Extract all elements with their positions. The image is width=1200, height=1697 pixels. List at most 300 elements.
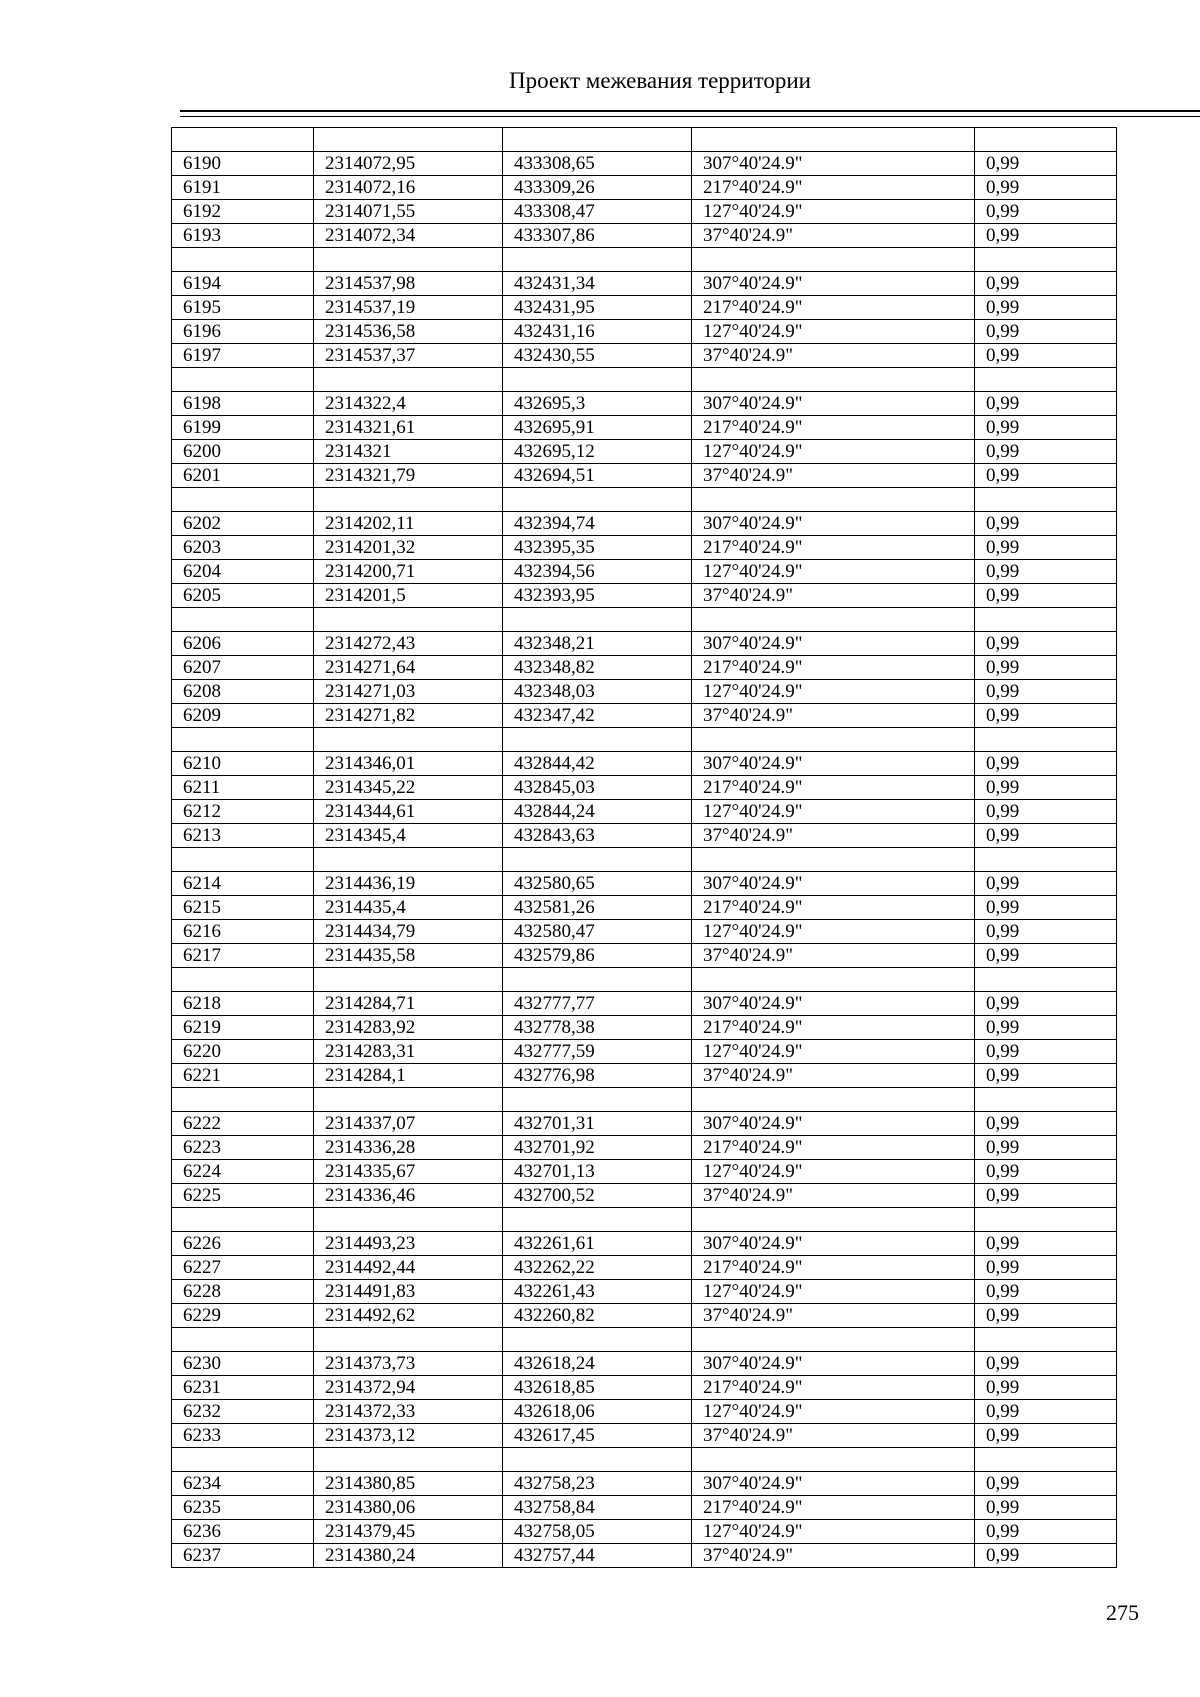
direction-angle-cell: 217°40'24.9" bbox=[692, 176, 975, 200]
point-number-cell: 6210 bbox=[172, 752, 314, 776]
y-coordinate-cell: 432579,86 bbox=[503, 944, 692, 968]
point-number-cell: 6204 bbox=[172, 560, 314, 584]
y-coordinate-cell: 432261,61 bbox=[503, 1232, 692, 1256]
x-coordinate-cell: 2314372,94 bbox=[314, 1376, 503, 1400]
y-coordinate-cell: 432701,13 bbox=[503, 1160, 692, 1184]
separator-row bbox=[172, 488, 1117, 512]
table-row bbox=[172, 824, 1117, 848]
y-coordinate-cell: 432758,84 bbox=[503, 1496, 692, 1520]
empty-cell bbox=[172, 1208, 314, 1232]
x-coordinate-cell: 2314322,4 bbox=[314, 392, 503, 416]
point-number-cell: 6203 bbox=[172, 536, 314, 560]
distance-cell: 0,99 bbox=[975, 1184, 1117, 1208]
point-number-cell: 6206 bbox=[172, 632, 314, 656]
distance-cell: 0,99 bbox=[975, 1040, 1117, 1064]
point-number-cell: 6216 bbox=[172, 920, 314, 944]
separator-row bbox=[172, 608, 1117, 632]
y-coordinate-cell: 432618,85 bbox=[503, 1376, 692, 1400]
separator-row bbox=[172, 1208, 1117, 1232]
y-coordinate-cell: 432395,35 bbox=[503, 536, 692, 560]
coordinates-table-body bbox=[172, 128, 1117, 1568]
empty-cell bbox=[172, 1328, 314, 1352]
empty-cell bbox=[503, 1448, 692, 1472]
empty-cell bbox=[975, 368, 1117, 392]
separator-row bbox=[172, 848, 1117, 872]
empty-cell bbox=[503, 1208, 692, 1232]
point-number-cell: 6200 bbox=[172, 440, 314, 464]
empty-cell bbox=[172, 368, 314, 392]
direction-angle-cell: 217°40'24.9" bbox=[692, 536, 975, 560]
distance-cell: 0,99 bbox=[975, 1064, 1117, 1088]
empty-cell bbox=[172, 848, 314, 872]
point-number-cell: 6224 bbox=[172, 1160, 314, 1184]
empty-cell bbox=[975, 128, 1117, 152]
empty-cell bbox=[314, 1088, 503, 1112]
x-coordinate-cell: 2314380,06 bbox=[314, 1496, 503, 1520]
direction-angle-cell: 37°40'24.9" bbox=[692, 704, 975, 728]
table-row bbox=[172, 944, 1117, 968]
x-coordinate-cell: 2314071,55 bbox=[314, 200, 503, 224]
distance-cell: 0,99 bbox=[975, 200, 1117, 224]
direction-angle-cell: 307°40'24.9" bbox=[692, 152, 975, 176]
direction-angle-cell: 127°40'24.9" bbox=[692, 800, 975, 824]
point-number-cell: 6234 bbox=[172, 1472, 314, 1496]
table-row bbox=[172, 344, 1117, 368]
empty-cell bbox=[503, 1328, 692, 1352]
direction-angle-cell: 127°40'24.9" bbox=[692, 1400, 975, 1424]
direction-angle-cell: 307°40'24.9" bbox=[692, 272, 975, 296]
y-coordinate-cell: 432695,91 bbox=[503, 416, 692, 440]
y-coordinate-cell: 432348,21 bbox=[503, 632, 692, 656]
y-coordinate-cell: 432844,24 bbox=[503, 800, 692, 824]
empty-cell bbox=[692, 1448, 975, 1472]
distance-cell: 0,99 bbox=[975, 440, 1117, 464]
x-coordinate-cell: 2314321,79 bbox=[314, 464, 503, 488]
x-coordinate-cell: 2314072,34 bbox=[314, 224, 503, 248]
distance-cell: 0,99 bbox=[975, 416, 1117, 440]
table-row bbox=[172, 224, 1117, 248]
separator-row bbox=[172, 968, 1117, 992]
direction-angle-cell: 307°40'24.9" bbox=[692, 512, 975, 536]
direction-angle-cell: 37°40'24.9" bbox=[692, 464, 975, 488]
y-coordinate-cell: 432431,16 bbox=[503, 320, 692, 344]
table-row bbox=[172, 272, 1117, 296]
empty-cell bbox=[172, 248, 314, 272]
table-row bbox=[172, 1424, 1117, 1448]
table-row bbox=[172, 896, 1117, 920]
distance-cell: 0,99 bbox=[975, 1424, 1117, 1448]
y-coordinate-cell: 432580,65 bbox=[503, 872, 692, 896]
empty-cell bbox=[172, 608, 314, 632]
empty-cell bbox=[503, 728, 692, 752]
direction-angle-cell: 127°40'24.9" bbox=[692, 1280, 975, 1304]
y-coordinate-cell: 432701,92 bbox=[503, 1136, 692, 1160]
x-coordinate-cell: 2314336,28 bbox=[314, 1136, 503, 1160]
point-number-cell: 6229 bbox=[172, 1304, 314, 1328]
point-number-cell: 6191 bbox=[172, 176, 314, 200]
distance-cell: 0,99 bbox=[975, 800, 1117, 824]
distance-cell: 0,99 bbox=[975, 896, 1117, 920]
x-coordinate-cell: 2314373,12 bbox=[314, 1424, 503, 1448]
direction-angle-cell: 307°40'24.9" bbox=[692, 1472, 975, 1496]
empty-cell bbox=[975, 608, 1117, 632]
y-coordinate-cell: 432262,22 bbox=[503, 1256, 692, 1280]
distance-cell: 0,99 bbox=[975, 152, 1117, 176]
direction-angle-cell: 217°40'24.9" bbox=[692, 1496, 975, 1520]
direction-angle-cell: 307°40'24.9" bbox=[692, 992, 975, 1016]
empty-cell bbox=[314, 608, 503, 632]
x-coordinate-cell: 2314379,45 bbox=[314, 1520, 503, 1544]
empty-cell bbox=[503, 488, 692, 512]
empty-cell bbox=[503, 608, 692, 632]
x-coordinate-cell: 2314345,22 bbox=[314, 776, 503, 800]
empty-cell bbox=[692, 248, 975, 272]
point-number-cell: 6194 bbox=[172, 272, 314, 296]
direction-angle-cell: 307°40'24.9" bbox=[692, 632, 975, 656]
distance-cell: 0,99 bbox=[975, 1544, 1117, 1568]
distance-cell: 0,99 bbox=[975, 872, 1117, 896]
point-number-cell: 6201 bbox=[172, 464, 314, 488]
point-number-cell: 6195 bbox=[172, 296, 314, 320]
point-number-cell: 6232 bbox=[172, 1400, 314, 1424]
empty-cell bbox=[692, 728, 975, 752]
direction-angle-cell: 217°40'24.9" bbox=[692, 776, 975, 800]
empty-cell bbox=[503, 1088, 692, 1112]
y-coordinate-cell: 432757,44 bbox=[503, 1544, 692, 1568]
empty-cell bbox=[503, 848, 692, 872]
point-number-cell: 6207 bbox=[172, 656, 314, 680]
x-coordinate-cell: 2314344,61 bbox=[314, 800, 503, 824]
direction-angle-cell: 127°40'24.9" bbox=[692, 1040, 975, 1064]
direction-angle-cell: 37°40'24.9" bbox=[692, 1424, 975, 1448]
point-number-cell: 6228 bbox=[172, 1280, 314, 1304]
point-number-cell: 6193 bbox=[172, 224, 314, 248]
x-coordinate-cell: 2314284,1 bbox=[314, 1064, 503, 1088]
x-coordinate-cell: 2314072,95 bbox=[314, 152, 503, 176]
y-coordinate-cell: 432758,05 bbox=[503, 1520, 692, 1544]
x-coordinate-cell: 2314537,98 bbox=[314, 272, 503, 296]
point-number-cell: 6227 bbox=[172, 1256, 314, 1280]
y-coordinate-cell: 432618,06 bbox=[503, 1400, 692, 1424]
distance-cell: 0,99 bbox=[975, 1232, 1117, 1256]
table-row bbox=[172, 1352, 1117, 1376]
distance-cell: 0,99 bbox=[975, 1136, 1117, 1160]
direction-angle-cell: 37°40'24.9" bbox=[692, 1304, 975, 1328]
table-row bbox=[172, 440, 1117, 464]
y-coordinate-cell: 432393,95 bbox=[503, 584, 692, 608]
distance-cell: 0,99 bbox=[975, 656, 1117, 680]
x-coordinate-cell: 2314491,83 bbox=[314, 1280, 503, 1304]
table-row bbox=[172, 512, 1117, 536]
table-row bbox=[172, 656, 1117, 680]
direction-angle-cell: 307°40'24.9" bbox=[692, 1352, 975, 1376]
point-number-cell: 6233 bbox=[172, 1424, 314, 1448]
direction-angle-cell: 37°40'24.9" bbox=[692, 224, 975, 248]
empty-cell bbox=[975, 968, 1117, 992]
y-coordinate-cell: 432617,45 bbox=[503, 1424, 692, 1448]
separator-row bbox=[172, 1448, 1117, 1472]
x-coordinate-cell: 2314536,58 bbox=[314, 320, 503, 344]
point-number-cell: 6196 bbox=[172, 320, 314, 344]
table-row bbox=[172, 1064, 1117, 1088]
table-row bbox=[172, 1256, 1117, 1280]
direction-angle-cell: 217°40'24.9" bbox=[692, 1016, 975, 1040]
empty-cell bbox=[692, 1208, 975, 1232]
table-row bbox=[172, 536, 1117, 560]
y-coordinate-cell: 432618,24 bbox=[503, 1352, 692, 1376]
x-coordinate-cell: 2314271,82 bbox=[314, 704, 503, 728]
distance-cell: 0,99 bbox=[975, 704, 1117, 728]
y-coordinate-cell: 432348,03 bbox=[503, 680, 692, 704]
distance-cell: 0,99 bbox=[975, 1160, 1117, 1184]
distance-cell: 0,99 bbox=[975, 1304, 1117, 1328]
empty-cell bbox=[692, 1328, 975, 1352]
table-row bbox=[172, 920, 1117, 944]
y-coordinate-cell: 432580,47 bbox=[503, 920, 692, 944]
empty-cell bbox=[975, 728, 1117, 752]
empty-cell bbox=[314, 968, 503, 992]
direction-angle-cell: 217°40'24.9" bbox=[692, 1376, 975, 1400]
x-coordinate-cell: 2314321,61 bbox=[314, 416, 503, 440]
empty-cell bbox=[975, 1208, 1117, 1232]
distance-cell: 0,99 bbox=[975, 824, 1117, 848]
x-coordinate-cell: 2314272,43 bbox=[314, 632, 503, 656]
distance-cell: 0,99 bbox=[975, 1256, 1117, 1280]
distance-cell: 0,99 bbox=[975, 1280, 1117, 1304]
distance-cell: 0,99 bbox=[975, 944, 1117, 968]
direction-angle-cell: 37°40'24.9" bbox=[692, 344, 975, 368]
x-coordinate-cell: 2314202,11 bbox=[314, 512, 503, 536]
distance-cell: 0,99 bbox=[975, 1472, 1117, 1496]
table-row bbox=[172, 680, 1117, 704]
distance-cell: 0,99 bbox=[975, 776, 1117, 800]
empty-cell bbox=[314, 1208, 503, 1232]
y-coordinate-cell: 433308,65 bbox=[503, 152, 692, 176]
distance-cell: 0,99 bbox=[975, 992, 1117, 1016]
empty-cell bbox=[975, 1448, 1117, 1472]
table-row bbox=[172, 584, 1117, 608]
direction-angle-cell: 37°40'24.9" bbox=[692, 824, 975, 848]
x-coordinate-cell: 2314345,4 bbox=[314, 824, 503, 848]
empty-cell bbox=[172, 128, 314, 152]
empty-cell bbox=[503, 968, 692, 992]
separator-row bbox=[172, 1328, 1117, 1352]
x-coordinate-cell: 2314537,19 bbox=[314, 296, 503, 320]
y-coordinate-cell: 432430,55 bbox=[503, 344, 692, 368]
distance-cell: 0,99 bbox=[975, 1520, 1117, 1544]
separator-row bbox=[172, 1088, 1117, 1112]
x-coordinate-cell: 2314072,16 bbox=[314, 176, 503, 200]
y-coordinate-cell: 433309,26 bbox=[503, 176, 692, 200]
separator-row bbox=[172, 728, 1117, 752]
coordinates-table bbox=[171, 127, 1117, 1568]
direction-angle-cell: 127°40'24.9" bbox=[692, 920, 975, 944]
direction-angle-cell: 37°40'24.9" bbox=[692, 1184, 975, 1208]
x-coordinate-cell: 2314537,37 bbox=[314, 344, 503, 368]
y-coordinate-cell: 432431,95 bbox=[503, 296, 692, 320]
point-number-cell: 6222 bbox=[172, 1112, 314, 1136]
y-coordinate-cell: 432694,51 bbox=[503, 464, 692, 488]
direction-angle-cell: 127°40'24.9" bbox=[692, 680, 975, 704]
empty-cell bbox=[503, 128, 692, 152]
separator-row bbox=[172, 368, 1117, 392]
x-coordinate-cell: 2314271,03 bbox=[314, 680, 503, 704]
y-coordinate-cell: 433308,47 bbox=[503, 200, 692, 224]
empty-cell bbox=[172, 488, 314, 512]
table-row bbox=[172, 1304, 1117, 1328]
direction-angle-cell: 127°40'24.9" bbox=[692, 1160, 975, 1184]
point-number-cell: 6205 bbox=[172, 584, 314, 608]
empty-cell bbox=[692, 128, 975, 152]
empty-cell bbox=[314, 728, 503, 752]
table-row bbox=[172, 200, 1117, 224]
direction-angle-cell: 127°40'24.9" bbox=[692, 200, 975, 224]
empty-cell bbox=[314, 1328, 503, 1352]
distance-cell: 0,99 bbox=[975, 296, 1117, 320]
table-row bbox=[172, 1376, 1117, 1400]
direction-angle-cell: 37°40'24.9" bbox=[692, 1544, 975, 1568]
table-row bbox=[172, 776, 1117, 800]
y-coordinate-cell: 432778,38 bbox=[503, 1016, 692, 1040]
distance-cell: 0,99 bbox=[975, 752, 1117, 776]
empty-cell bbox=[503, 248, 692, 272]
x-coordinate-cell: 2314283,31 bbox=[314, 1040, 503, 1064]
x-coordinate-cell: 2314335,67 bbox=[314, 1160, 503, 1184]
empty-cell bbox=[692, 488, 975, 512]
point-number-cell: 6235 bbox=[172, 1496, 314, 1520]
empty-cell bbox=[314, 1448, 503, 1472]
empty-cell bbox=[503, 368, 692, 392]
y-coordinate-cell: 432845,03 bbox=[503, 776, 692, 800]
table-row bbox=[172, 800, 1117, 824]
empty-cell bbox=[975, 1328, 1117, 1352]
y-coordinate-cell: 432777,77 bbox=[503, 992, 692, 1016]
point-number-cell: 6208 bbox=[172, 680, 314, 704]
y-coordinate-cell: 432758,23 bbox=[503, 1472, 692, 1496]
distance-cell: 0,99 bbox=[975, 176, 1117, 200]
table-row bbox=[172, 1184, 1117, 1208]
empty-cell bbox=[314, 368, 503, 392]
distance-cell: 0,99 bbox=[975, 1400, 1117, 1424]
empty-cell bbox=[692, 368, 975, 392]
table-row bbox=[172, 1232, 1117, 1256]
direction-angle-cell: 37°40'24.9" bbox=[692, 944, 975, 968]
table-row bbox=[172, 320, 1117, 344]
table-row bbox=[172, 1496, 1117, 1520]
table-row bbox=[172, 752, 1117, 776]
point-number-cell: 6220 bbox=[172, 1040, 314, 1064]
table-row bbox=[172, 1472, 1117, 1496]
direction-angle-cell: 307°40'24.9" bbox=[692, 1112, 975, 1136]
table-row bbox=[172, 1112, 1117, 1136]
distance-cell: 0,99 bbox=[975, 392, 1117, 416]
point-number-cell: 6213 bbox=[172, 824, 314, 848]
point-number-cell: 6217 bbox=[172, 944, 314, 968]
table-row bbox=[172, 1520, 1117, 1544]
table-row bbox=[172, 1160, 1117, 1184]
y-coordinate-cell: 432431,34 bbox=[503, 272, 692, 296]
direction-angle-cell: 307°40'24.9" bbox=[692, 1232, 975, 1256]
table-row bbox=[172, 704, 1117, 728]
empty-cell bbox=[692, 968, 975, 992]
x-coordinate-cell: 2314380,85 bbox=[314, 1472, 503, 1496]
point-number-cell: 6212 bbox=[172, 800, 314, 824]
y-coordinate-cell: 432701,31 bbox=[503, 1112, 692, 1136]
x-coordinate-cell: 2314283,92 bbox=[314, 1016, 503, 1040]
y-coordinate-cell: 432261,43 bbox=[503, 1280, 692, 1304]
header-rule-thin bbox=[180, 116, 1200, 117]
page-number: 275 bbox=[1106, 1600, 1139, 1625]
distance-cell: 0,99 bbox=[975, 920, 1117, 944]
x-coordinate-cell: 2314435,58 bbox=[314, 944, 503, 968]
empty-cell bbox=[692, 1088, 975, 1112]
empty-cell bbox=[314, 488, 503, 512]
distance-cell: 0,99 bbox=[975, 344, 1117, 368]
x-coordinate-cell: 2314321 bbox=[314, 440, 503, 464]
x-coordinate-cell: 2314373,73 bbox=[314, 1352, 503, 1376]
y-coordinate-cell: 432348,82 bbox=[503, 656, 692, 680]
x-coordinate-cell: 2314200,71 bbox=[314, 560, 503, 584]
header-rule-thick bbox=[180, 110, 1200, 112]
distance-cell: 0,99 bbox=[975, 224, 1117, 248]
point-number-cell: 6198 bbox=[172, 392, 314, 416]
x-coordinate-cell: 2314436,19 bbox=[314, 872, 503, 896]
y-coordinate-cell: 432695,12 bbox=[503, 440, 692, 464]
y-coordinate-cell: 432347,42 bbox=[503, 704, 692, 728]
direction-angle-cell: 307°40'24.9" bbox=[692, 392, 975, 416]
empty-cell bbox=[975, 488, 1117, 512]
distance-cell: 0,99 bbox=[975, 536, 1117, 560]
x-coordinate-cell: 2314284,71 bbox=[314, 992, 503, 1016]
x-coordinate-cell: 2314492,62 bbox=[314, 1304, 503, 1328]
y-coordinate-cell: 432260,82 bbox=[503, 1304, 692, 1328]
distance-cell: 0,99 bbox=[975, 1496, 1117, 1520]
point-number-cell: 6209 bbox=[172, 704, 314, 728]
direction-angle-cell: 217°40'24.9" bbox=[692, 416, 975, 440]
direction-angle-cell: 127°40'24.9" bbox=[692, 1520, 975, 1544]
distance-cell: 0,99 bbox=[975, 320, 1117, 344]
point-number-cell: 6219 bbox=[172, 1016, 314, 1040]
point-number-cell: 6197 bbox=[172, 344, 314, 368]
empty-cell bbox=[975, 848, 1117, 872]
point-number-cell: 6218 bbox=[172, 992, 314, 1016]
point-number-cell: 6236 bbox=[172, 1520, 314, 1544]
table-row bbox=[172, 1544, 1117, 1568]
table-row bbox=[172, 296, 1117, 320]
table-row bbox=[172, 152, 1117, 176]
direction-angle-cell: 217°40'24.9" bbox=[692, 1256, 975, 1280]
y-coordinate-cell: 432581,26 bbox=[503, 896, 692, 920]
point-number-cell: 6221 bbox=[172, 1064, 314, 1088]
x-coordinate-cell: 2314493,23 bbox=[314, 1232, 503, 1256]
point-number-cell: 6199 bbox=[172, 416, 314, 440]
direction-angle-cell: 217°40'24.9" bbox=[692, 656, 975, 680]
separator-row bbox=[172, 248, 1117, 272]
empty-cell bbox=[172, 968, 314, 992]
distance-cell: 0,99 bbox=[975, 1376, 1117, 1400]
point-number-cell: 6223 bbox=[172, 1136, 314, 1160]
x-coordinate-cell: 2314337,07 bbox=[314, 1112, 503, 1136]
point-number-cell: 6237 bbox=[172, 1544, 314, 1568]
empty-cell bbox=[172, 1448, 314, 1472]
y-coordinate-cell: 432394,56 bbox=[503, 560, 692, 584]
page-header-title: Проект межевания территории bbox=[509, 68, 811, 93]
direction-angle-cell: 37°40'24.9" bbox=[692, 584, 975, 608]
table-row bbox=[172, 176, 1117, 200]
table-row bbox=[172, 632, 1117, 656]
y-coordinate-cell: 432394,74 bbox=[503, 512, 692, 536]
empty-cell bbox=[314, 848, 503, 872]
